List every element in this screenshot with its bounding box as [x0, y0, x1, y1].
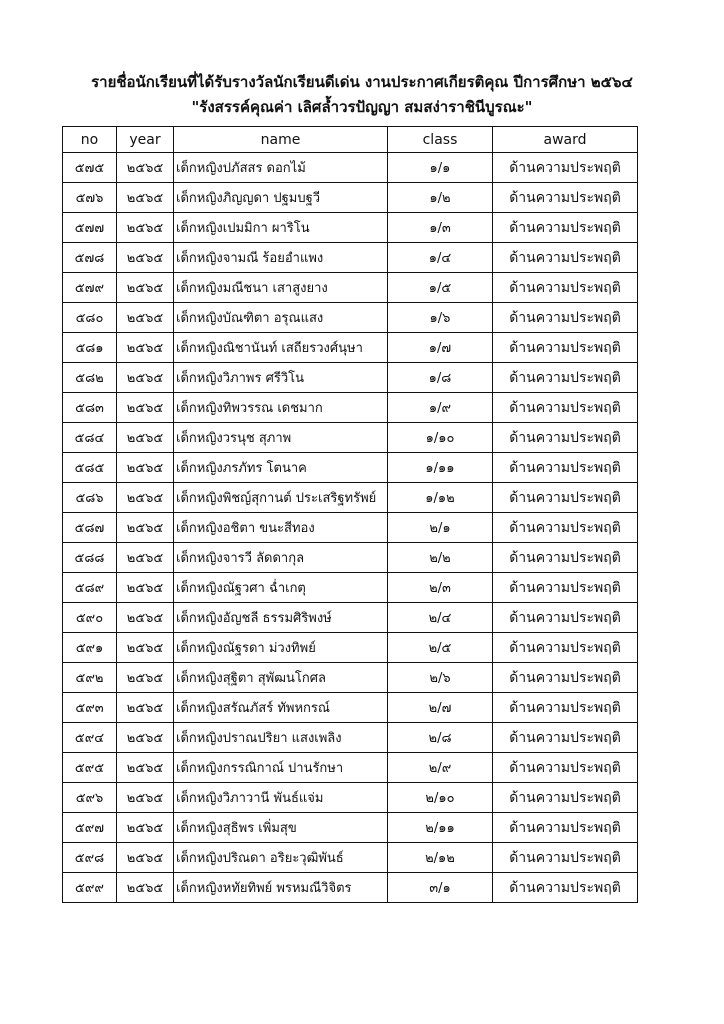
cell-no: ๕๘๐: [63, 303, 117, 333]
cell-name: เด็กหญิงภรภัทร โตนาค: [174, 453, 388, 483]
cell-name: เด็กหญิงมณีชนา เสาสูงยาง: [174, 273, 388, 303]
table-row: [63, 693, 638, 723]
cell-name: เด็กหญิงอชิตา ขนะสีทอง: [174, 513, 388, 543]
cell-no: ๕๘๘: [63, 543, 117, 573]
cell-award: ด้านความประพฤติ: [493, 783, 638, 813]
table-row: [63, 453, 638, 483]
cell-year: ๒๕๖๕: [117, 843, 174, 873]
table-row: [63, 603, 638, 633]
cell-award: ด้านความประพฤติ: [493, 813, 638, 843]
cell-year: ๒๕๖๕: [117, 723, 174, 753]
cell-no: ๕๙๕: [63, 753, 117, 783]
cell-class: ๒/๑๑: [388, 813, 493, 843]
table-row: [63, 813, 638, 843]
table-row: [63, 633, 638, 663]
cell-year: ๒๕๖๕: [117, 393, 174, 423]
cell-name: เด็กหญิงณัฐวศา ฉ่ำเกตุ: [174, 573, 388, 603]
cell-no: ๕๗๗: [63, 213, 117, 243]
cell-no: ๕๘๗: [63, 513, 117, 543]
cell-year: ๒๕๖๕: [117, 693, 174, 723]
table-row: [63, 243, 638, 273]
cell-year: ๒๕๖๕: [117, 783, 174, 813]
table-row: [63, 753, 638, 783]
cell-award: ด้านความประพฤติ: [493, 843, 638, 873]
table-row: [63, 873, 638, 903]
cell-no: ๕๙๔: [63, 723, 117, 753]
table-row: [63, 843, 638, 873]
cell-class: ๑/๖: [388, 303, 493, 333]
cell-no: ๕๘๔: [63, 423, 117, 453]
table-row: [63, 333, 638, 363]
table-row: [63, 153, 638, 183]
cell-no: ๕๘๙: [63, 573, 117, 603]
cell-class: ๑/๗: [388, 333, 493, 363]
cell-class: ๒/๕: [388, 633, 493, 663]
cell-award: ด้านความประพฤติ: [493, 303, 638, 333]
cell-year: ๒๕๖๕: [117, 603, 174, 633]
awards-table: [62, 126, 638, 903]
cell-name: เด็กหญิงบัณฑิตา อรุณแสง: [174, 303, 388, 333]
cell-year: ๒๕๖๕: [117, 333, 174, 363]
column-header-class: class: [388, 127, 493, 153]
table-row: [63, 393, 638, 423]
cell-name: เด็กหญิงณิชานันท์ เสถียรวงศ์นุษา: [174, 333, 388, 363]
table-row: [63, 183, 638, 213]
cell-name: เด็กหญิงวิภาวานี พันธ์แจ่ม: [174, 783, 388, 813]
cell-name: เด็กหญิงณัฐรดา ม่วงทิพย์: [174, 633, 388, 663]
cell-name: เด็กหญิงเปมมิกา ผาริโน: [174, 213, 388, 243]
cell-year: ๒๕๖๕: [117, 183, 174, 213]
cell-year: ๒๕๖๕: [117, 573, 174, 603]
cell-class: ๒/๑๒: [388, 843, 493, 873]
cell-award: ด้านความประพฤติ: [493, 693, 638, 723]
cell-name: เด็กหญิงพิชญ์สุกานต์ ประเสริฐทรัพย์: [174, 483, 388, 513]
cell-award: ด้านความประพฤติ: [493, 273, 638, 303]
cell-name: เด็กหญิงปริณดา อริยะวุฒิพันธ์: [174, 843, 388, 873]
cell-award: ด้านความประพฤติ: [493, 573, 638, 603]
table-row: [63, 543, 638, 573]
cell-no: ๕๙๐: [63, 603, 117, 633]
cell-class: ๒/๑: [388, 513, 493, 543]
cell-class: ๒/๑๐: [388, 783, 493, 813]
cell-no: ๕๙๑: [63, 633, 117, 663]
cell-no: ๕๗๖: [63, 183, 117, 213]
cell-name: เด็กหญิงภิญญดา ปฐมบฐวี: [174, 183, 388, 213]
table-header-row: [63, 127, 638, 153]
table-row: [63, 783, 638, 813]
cell-year: ๒๕๖๕: [117, 633, 174, 663]
cell-class: ๑/๒: [388, 183, 493, 213]
document-title: รายชื่อนักเรียนที่ได้รับรางวัลนักเรียนดีเด่น งานประกาศเกียรติคุณ ปีการศึกษา ๒๕๖๔: [91, 73, 633, 91]
column-header-no: no: [63, 127, 117, 153]
cell-no: ๕๙๓: [63, 693, 117, 723]
cell-name: เด็กหญิงวิภาพร ศรีวิโน: [174, 363, 388, 393]
cell-no: ๕๗๕: [63, 153, 117, 183]
cell-class: ๓/๑: [388, 873, 493, 903]
table-row: [63, 723, 638, 753]
column-header-name: name: [174, 127, 388, 153]
table-row: [63, 663, 638, 693]
cell-name: เด็กหญิงกรรณิกาณ์ ปานรักษา: [174, 753, 388, 783]
cell-class: ๑/๙: [388, 393, 493, 423]
cell-year: ๒๕๖๕: [117, 153, 174, 183]
cell-class: ๒/๔: [388, 603, 493, 633]
cell-no: ๕๙๖: [63, 783, 117, 813]
cell-class: ๑/๑: [388, 153, 493, 183]
cell-award: ด้านความประพฤติ: [493, 153, 638, 183]
cell-year: ๒๕๖๕: [117, 483, 174, 513]
cell-no: ๕๘๓: [63, 393, 117, 423]
cell-class: ๑/๑๐: [388, 423, 493, 453]
cell-award: ด้านความประพฤติ: [493, 393, 638, 423]
cell-name: เด็กหญิงสุฐิตา สุพัฒนโกศล: [174, 663, 388, 693]
cell-class: ๒/๘: [388, 723, 493, 753]
cell-year: ๒๕๖๕: [117, 453, 174, 483]
cell-no: ๕๘๕: [63, 453, 117, 483]
cell-award: ด้านความประพฤติ: [493, 453, 638, 483]
cell-class: ๑/๑๑: [388, 453, 493, 483]
cell-award: ด้านความประพฤติ: [493, 753, 638, 783]
cell-no: ๕๙๗: [63, 813, 117, 843]
cell-class: ๒/๗: [388, 693, 493, 723]
cell-award: ด้านความประพฤติ: [493, 333, 638, 363]
cell-year: ๒๕๖๕: [117, 753, 174, 783]
cell-year: ๒๕๖๕: [117, 663, 174, 693]
table-row: [63, 273, 638, 303]
cell-name: เด็กหญิงสุธิพร เพิ่มสุข: [174, 813, 388, 843]
cell-name: เด็กหญิงทิพวรรณ เดชมาก: [174, 393, 388, 423]
cell-name: เด็กหญิงจารวี ลัดดากุล: [174, 543, 388, 573]
cell-year: ๒๕๖๕: [117, 543, 174, 573]
cell-class: ๒/๓: [388, 573, 493, 603]
cell-award: ด้านความประพฤติ: [493, 663, 638, 693]
cell-name: เด็กหญิงอัญชลี ธรรมศิริพงษ์: [174, 603, 388, 633]
column-header-year: year: [117, 127, 174, 153]
cell-year: ๒๕๖๕: [117, 513, 174, 543]
cell-class: ๒/๖: [388, 663, 493, 693]
table-row: [63, 363, 638, 393]
cell-name: เด็กหญิงปราณปริยา แสงเพลิง: [174, 723, 388, 753]
cell-year: ๒๕๖๕: [117, 873, 174, 903]
table-row: [63, 483, 638, 513]
cell-award: ด้านความประพฤติ: [493, 633, 638, 663]
cell-name: เด็กหญิงวรนุช สุภาพ: [174, 423, 388, 453]
cell-award: ด้านความประพฤติ: [493, 243, 638, 273]
cell-award: ด้านความประพฤติ: [493, 423, 638, 453]
cell-year: ๒๕๖๕: [117, 363, 174, 393]
column-header-award: award: [493, 127, 638, 153]
cell-no: ๕๙๙: [63, 873, 117, 903]
cell-year: ๒๕๖๕: [117, 813, 174, 843]
cell-year: ๒๕๖๕: [117, 423, 174, 453]
cell-year: ๒๕๖๕: [117, 243, 174, 273]
cell-award: ด้านความประพฤติ: [493, 723, 638, 753]
cell-award: ด้านความประพฤติ: [493, 363, 638, 393]
document-subtitle: "รังสรรค์คุณค่า เลิศล้ำวรปัญญา สมสง่าราชินีบูรณะ": [191, 98, 533, 116]
cell-year: ๒๕๖๕: [117, 213, 174, 243]
cell-class: ๑/๓: [388, 213, 493, 243]
cell-no: ๕๘๖: [63, 483, 117, 513]
cell-no: ๕๗๘: [63, 243, 117, 273]
cell-year: ๒๕๖๕: [117, 303, 174, 333]
cell-name: เด็กหญิงปภัสสร ดอกไม้: [174, 153, 388, 183]
cell-award: ด้านความประพฤติ: [493, 213, 638, 243]
table-row: [63, 303, 638, 333]
cell-award: ด้านความประพฤติ: [493, 513, 638, 543]
table-row: [63, 423, 638, 453]
cell-award: ด้านความประพฤติ: [493, 543, 638, 573]
cell-name: เด็กหญิงสรัณภัสร์ ทัพหกรณ์: [174, 693, 388, 723]
cell-class: ๑/๘: [388, 363, 493, 393]
cell-class: ๑/๕: [388, 273, 493, 303]
cell-no: ๕๘๑: [63, 333, 117, 363]
cell-name: เด็กหญิงจามณี ร้อยอำแพง: [174, 243, 388, 273]
cell-class: ๒/๒: [388, 543, 493, 573]
table-row: [63, 213, 638, 243]
cell-year: ๒๕๖๕: [117, 273, 174, 303]
cell-award: ด้านความประพฤติ: [493, 183, 638, 213]
cell-no: ๕๙๘: [63, 843, 117, 873]
cell-no: ๕๙๒: [63, 663, 117, 693]
cell-award: ด้านความประพฤติ: [493, 483, 638, 513]
cell-name: เด็กหญิงหทัยทิพย์ พรหมณีวิจิตร: [174, 873, 388, 903]
cell-award: ด้านความประพฤติ: [493, 873, 638, 903]
table-row: [63, 513, 638, 543]
cell-class: ๑/๔: [388, 243, 493, 273]
table-row: [63, 573, 638, 603]
cell-no: ๕๘๒: [63, 363, 117, 393]
cell-no: ๕๗๙: [63, 273, 117, 303]
cell-class: ๒/๙: [388, 753, 493, 783]
cell-class: ๑/๑๒: [388, 483, 493, 513]
cell-award: ด้านความประพฤติ: [493, 603, 638, 633]
